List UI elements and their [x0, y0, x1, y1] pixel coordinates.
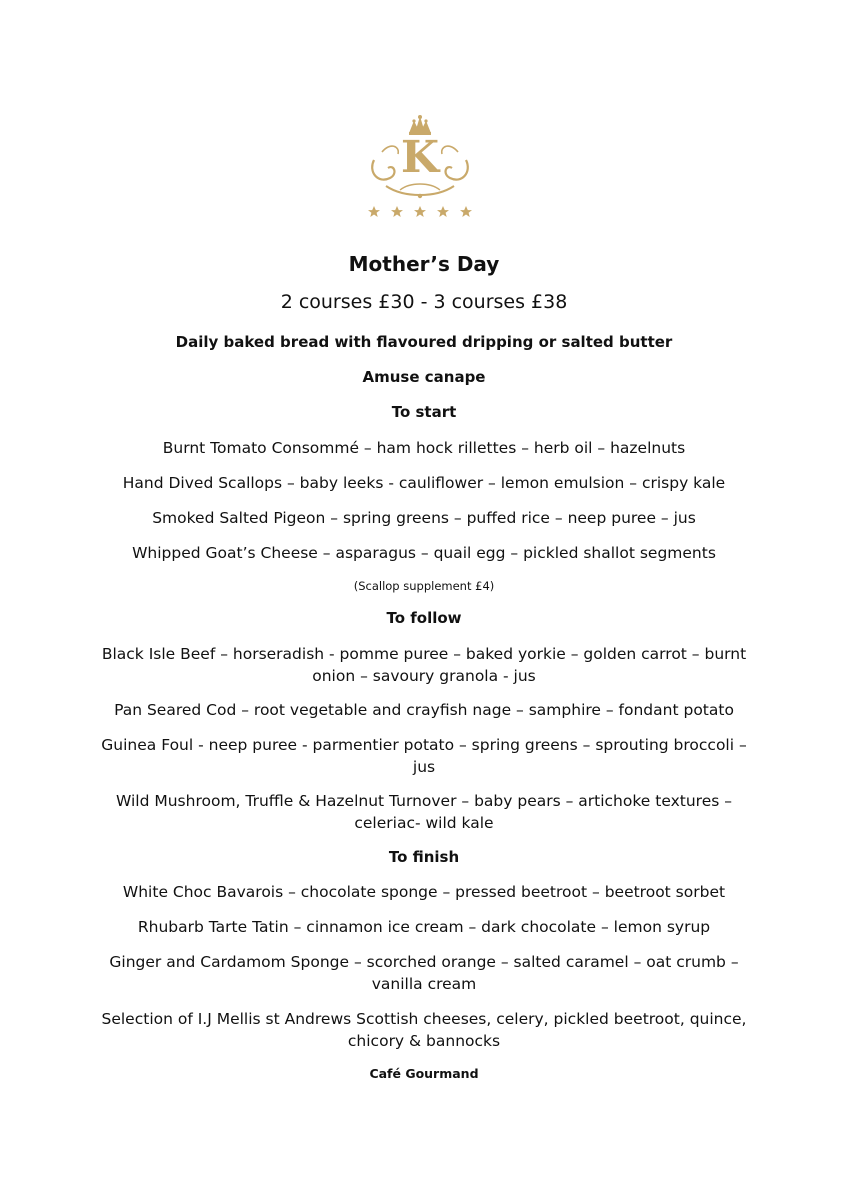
dish-item: Burnt Tomato Consommé – ham hock rillettes – herb oil – hazelnuts [162, 439, 686, 457]
menu-price: 2 courses £30 - 3 courses £38 [280, 291, 568, 313]
dish-item: White Choc Bavarois – chocolate sponge – pressed beetroot – beetroot sorbet [122, 883, 726, 901]
section-heading-follow: To follow [386, 609, 462, 627]
bread-line: Daily baked bread with flavoured dripping or salted butter [175, 333, 673, 351]
dish-item: Black Isle Beef – horseradish - pomme puree – baked yorkie – golden carrot – burnt onion – savoury granola - jus [101, 645, 747, 685]
dish-item: Pan Seared Cod – root vegetable and crayfish nage – samphire – fondant potato [114, 701, 734, 719]
dish-item: Guinea Foul - neep puree - parmentier potato – spring greens – sprouting broccoli – jus [101, 736, 747, 776]
dish-item: Ginger and Cardamom Sponge – scorched orange – salted caramel – oat crumb – vanilla cream [109, 953, 739, 993]
section-heading-start: To start [391, 403, 457, 421]
dish-item: Rhubarb Tarte Tatin – cinnamon ice cream – dark chocolate – lemon syrup [137, 918, 711, 936]
dish-item: Wild Mushroom, Truffle & Hazelnut Turnover – baby pears – artichoke textures – celeriac- wild kale [116, 792, 732, 832]
dish-item: Hand Dived Scallops – baby leeks - cauliflower – lemon emulsion – crispy kale [122, 474, 726, 492]
logo-letter: K [400, 132, 440, 183]
dish-item: Selection of I.J Mellis st Andrews Scottish cheeses, celery, pickled beetroot, quince, chicory & bannocks [101, 1010, 747, 1050]
section-heading-finish: To finish [388, 848, 460, 866]
crown-k-logo-icon [364, 112, 476, 224]
dish-item: Whipped Goat’s Cheese – asparagus – quail egg – pickled shallot segments [132, 544, 716, 562]
scallop-note: (Scallop supplement £4) [353, 579, 495, 593]
cafe-gourmand-line: Café Gourmand [369, 1066, 479, 1081]
amuse-line: Amuse canape [362, 368, 486, 386]
menu-title: Mother’s Day [348, 252, 500, 276]
dish-item: Smoked Salted Pigeon – spring greens – puffed rice – neep puree – jus [152, 509, 696, 527]
